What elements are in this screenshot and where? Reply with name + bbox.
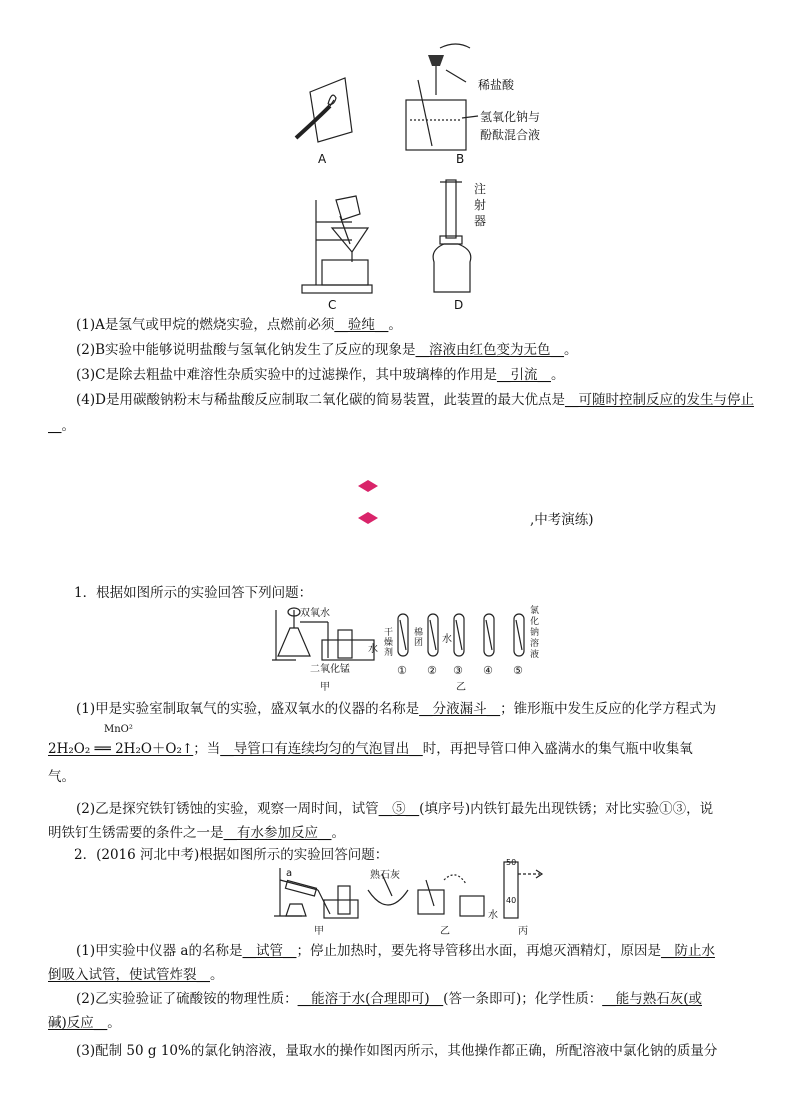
figure-d-note2: 射 [474,198,487,212]
q2-label-a: a [286,868,293,879]
q1-label-jia: 甲 [320,682,330,693]
q1-stem: 1．根据如图所示的实验回答下列问题： [74,585,313,601]
q1-tube-1: ① [397,664,407,677]
q1-label-mno2: 二氧化锰 [310,664,350,675]
question-top-3: (3)C是除去粗盐中难溶性杂质实验中的过滤操作，其中玻璃棒的作用是__引流__。 [76,367,565,383]
figure-d-label: D [454,298,464,312]
q1-label-nacl: 氯化钠溶液 [530,606,540,660]
q1-figure [0,600,790,680]
q2-part1-line2: 倒吸入试管，使试管炸裂__。 [48,967,224,983]
q1-tube-5: ⑤ [513,664,523,677]
section-divider [0,470,790,530]
figure-b-label: B [456,152,465,166]
q1-part1-tail: 气。 [48,769,75,785]
figure-a-label: A [318,152,327,166]
equation: 2H₂O₂ ══ 2H₂O＋O₂↑ [48,741,194,757]
figure-a-combustion [0,0,790,320]
q1-label-yi: 乙 [456,682,466,693]
q2-part1: (1)甲实验中仪器 a的名称是__试管__；停止加热时，要先将导管移出水面，再熄灭酒精灯，原因是__防止水 [76,943,715,959]
question-top-2: (2)B实验中能够说明盐酸与氢氧化钠发生了反应的现象是__溶液由红色变为无色__。 [76,342,578,358]
figure-d-note1: 注 [474,182,487,196]
question-top-1: (1)A是氢气或甲烷的燃烧实验，点燃前必须__验纯__。 [76,317,402,333]
figure-c-label: C [328,298,337,312]
q1-label-h2o2: 双氧水 [300,608,330,619]
q2-label-lime: 熟石灰 [370,870,400,881]
q2-part3: (3)配制 50 g 10%的氯化钠溶液，量取水的操作如图丙所示，其他操作都正确，所配溶液中氯化钠的质量分 [76,1043,718,1059]
q2-label-jia: 甲 [314,926,324,937]
q2-part2: (2)乙实验验证了硫酸铵的物理性质：__能溶于水(合理即可)__(答一条即可)；化学性质：__能与熟石灰(或 [76,991,702,1007]
q1-label-cotton: 棉团 [414,628,424,648]
q2-label-yi: 乙 [440,926,450,937]
figure-b-note-hcl: 稀盐酸 [478,78,515,92]
q1-tube-4: ④ [483,664,493,677]
question-top-4: (4)D是用碳酸钠粉末与稀盐酸反应制取二氧化碳的简易装置，此装置的最大优点是__可随时控制反应的发生与停止__。 [48,392,754,434]
figure-b-note-naoh: 氢氧化钠与 [480,110,541,124]
q2-label-water: 水 [488,910,498,921]
equation-condition: MnO² [104,724,133,735]
q1-label-water2: 水 [442,634,452,645]
q1-part2-line2: 明铁钉生锈需要的条件之一是__有水参加反应__。 [48,825,345,841]
q1-tube-3: ③ [453,664,463,677]
q2-tick-40: 40 [506,896,517,905]
q1-label-water: 水 [368,644,378,655]
q1-part2: (2)乙是探究铁钉锈蚀的实验，观察一周时间，试管__⑤__(填序号)内铁钉最先出现铁锈；对比实验①③，说 [76,801,714,817]
q1-tube-2: ② [427,664,437,677]
q1-part1: (1)甲是实验室制取氧气的实验，盛双氧水的仪器的名称是__分液漏斗__；锥形瓶中发生反应的化学方程式为 [76,701,717,717]
figure-d-note3: 器 [474,214,487,228]
q2-tick-50: 50 [506,858,517,867]
q1-equation-line: 2H₂O₂ ══ 2H₂O＋O₂↑；当__导管口有连续均匀的气泡冒出__时，再把导管口伸入盛满水的集气瓶中收集氧 [48,741,693,757]
q2-label-bing: 丙 [518,926,528,937]
q2-part2-line2: 碱)反应__。 [48,1015,121,1031]
q2-stem: 2．(2016 河北中考)根据如图所示的实验回答问题： [74,847,389,863]
figure-b-note-naoh2: 酚酞混合液 [480,128,541,142]
q1-label-dry: 干燥剂 [384,628,394,658]
section-title: ,中考演练) [530,512,594,528]
